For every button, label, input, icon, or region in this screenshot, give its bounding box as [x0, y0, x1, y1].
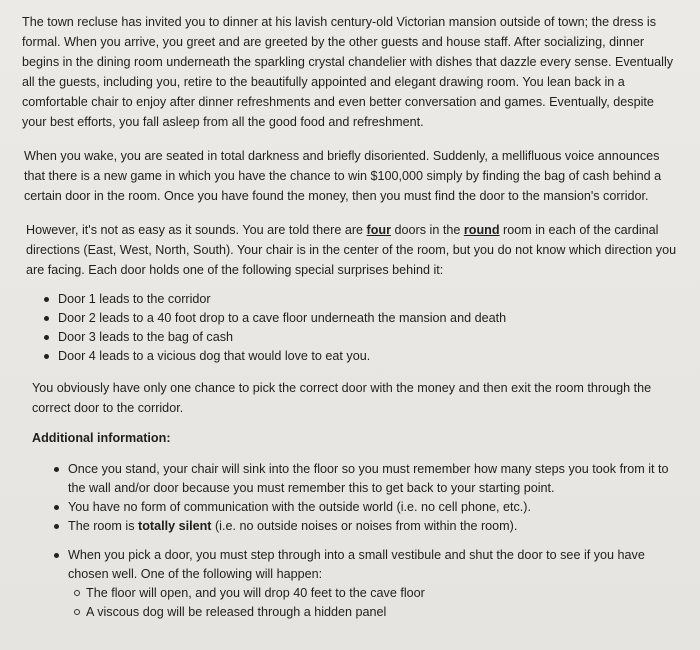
door-item-1: Door 1 leads to the corridor: [44, 290, 678, 309]
rules-paragraph: [22, 220, 678, 280]
rules-text-c: doors in the: [391, 223, 464, 237]
silent-emphasis: totally silent: [138, 519, 212, 533]
emphasis-four: four: [366, 223, 392, 237]
doors-list: [22, 290, 678, 366]
outcomes-list: [68, 584, 678, 622]
door-item-3: Door 3 leads to the bag of cash: [44, 328, 678, 347]
info-item-silent: [54, 517, 678, 536]
pick-door-text: When you pick a door, you must step through into a small vestibule and shut the door to see if you have chosen well. One of the following will happen:: [68, 548, 645, 581]
door-item-4: Door 4 leads to a vicious dog that would love to eat you.: [44, 347, 678, 366]
intro-paragraph: The town recluse has invited you to dinner at his lavish century-old Victorian mansion outside of town; the dress is formal. When you arrive, you greet and are greeted by the other guests and house staff. After socializing, dinner begins in the dining room underneath the sparkling crystal chandelier with dishes that dazzle every sense. Eventually all the guests, including you, retire to the beautifully appointed and elegant drawing room. You lean back in a comfortable chair to enjoy after dinner refreshments and even better conversation and games. Eventually, despite your best efforts, you fall asleep from all the good food and refreshment.: [22, 15, 674, 129]
additional-info-list: [22, 460, 678, 536]
chance-paragraph: You obviously have only one chance to pick the correct door with the money and then exit the room through the correct door to the corridor.: [32, 381, 652, 415]
silent-text-a: The room is: [68, 519, 138, 533]
door-item-2: Door 2 leads to a 40 foot drop to a cave floor underneath the mansion and death: [44, 309, 678, 328]
outcome-item-dog: A viscous dog will be released through a hidden panel: [74, 603, 678, 622]
additional-info-heading: Additional information:: [32, 431, 171, 445]
pick-door-list: [22, 546, 678, 622]
info-item-communication: You have no form of communication with the outside world (i.e. no cell phone, etc.).: [54, 498, 678, 517]
rules-text-e: room in each of the cardinal directions (East, West, North, South). Your chair is in the center of the room, but you do not know which direction you are facing. Each door holds one of the following special surprises behind it:: [26, 223, 677, 277]
rules-text-a: However, it's not as easy as it sounds. You are told there are: [26, 223, 367, 237]
wake-paragraph: When you wake, you are seated in total darkness and briefly disoriented. Suddenly, a mellifluous voice announces that there is a new game in which you have the chance to win $100,000 simply by finding the bag of cash behind a certain door in the room. Once you have found the money, then you must find the door to the mansion's corridor.: [24, 149, 662, 203]
pick-door-item: [54, 546, 678, 622]
silent-text-c: (i.e. no outside noises or noises from within the room).: [211, 519, 518, 533]
info-item-chair: Once you stand, your chair will sink into the floor so you must remember how many steps you took from it to the wall and/or door because you must remember this to get back to your starting point.: [54, 460, 678, 498]
outcome-item-floor: The floor will open, and you will drop 40 feet to the cave floor: [74, 584, 678, 603]
emphasis-round: round: [463, 223, 500, 237]
